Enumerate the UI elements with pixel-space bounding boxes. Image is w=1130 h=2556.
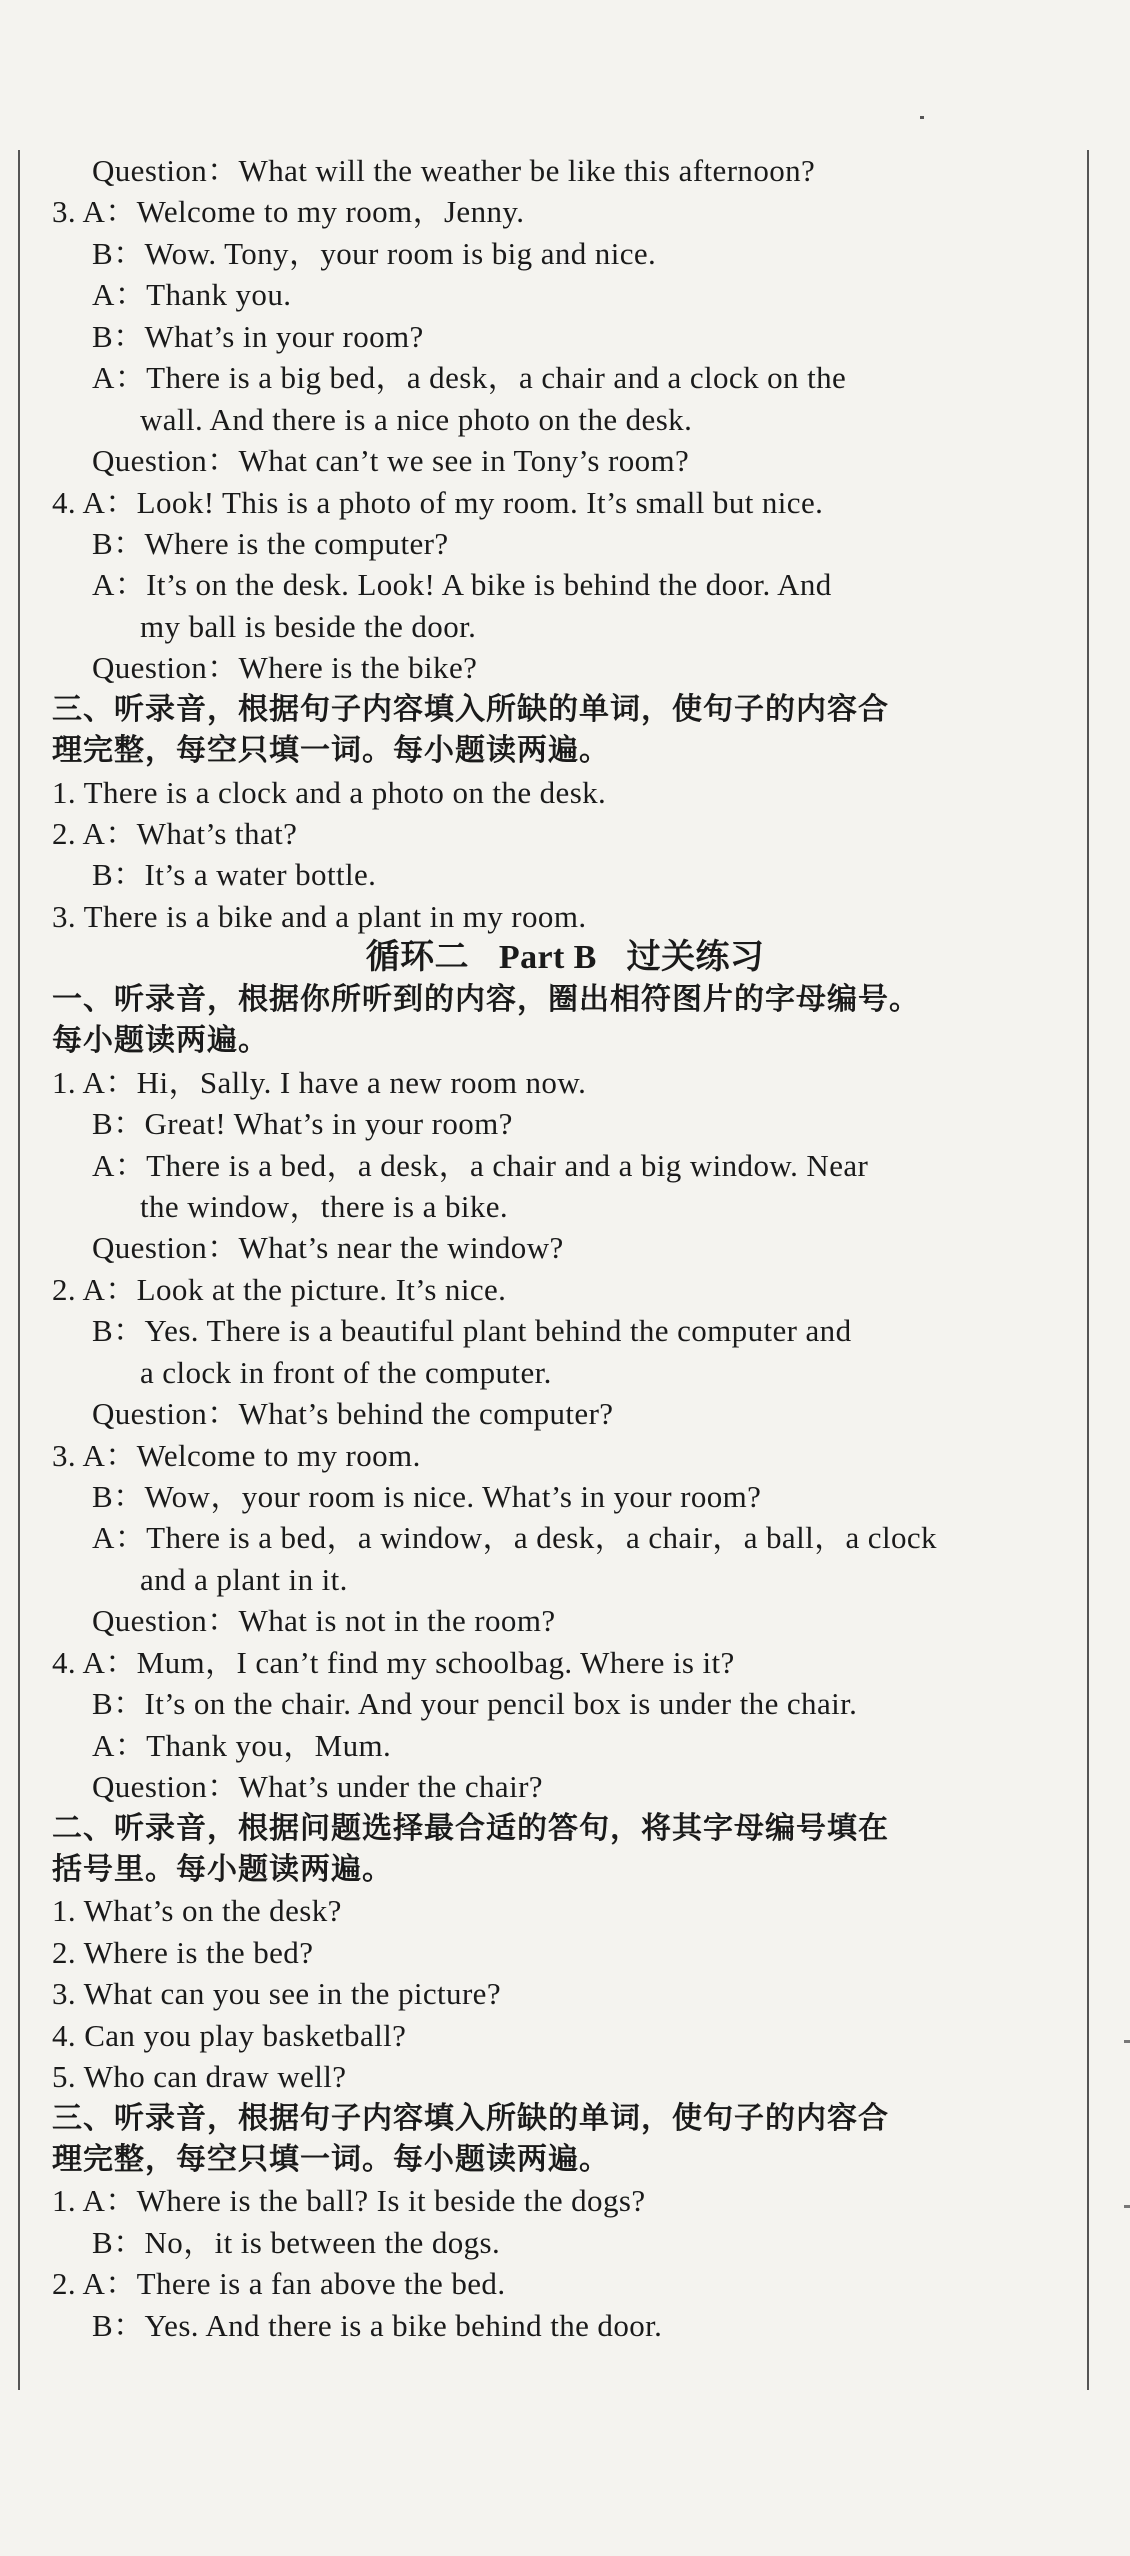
text-line: 5. Who can draw well? [52, 2059, 347, 2095]
text-line: B：Wow. Tony，your room is big and nice. [92, 235, 657, 271]
text-line: A：Thank you，Mum. [92, 1727, 392, 1763]
text-line: 1. A：Hi，Sally. I have a new room now. [52, 1064, 587, 1100]
text-line: Question：What will the weather be like this afternoon? [92, 153, 816, 188]
text-line: B：No，it is between the dogs. [92, 2224, 501, 2260]
text-line: 2. A：Look at the picture. It’s nice. [52, 1271, 507, 1307]
text-line: 1. What’s on the desk? [52, 1893, 342, 1929]
text-line: Question：What is not in the room? [92, 1603, 556, 1639]
section-part-b-transcript [0, 979, 1130, 2346]
instruction-line: 括号里。每小题读两遍。 [52, 1851, 393, 1887]
section-part-a-transcript [0, 150, 1130, 937]
instruction-line: 二、听录音，根据问题选择最合适的答句，将其字母编号填在 [52, 1810, 889, 1846]
text-line: A：There is a big bed，a desk，a chair and a clock on the [92, 360, 847, 396]
text-line: B：It’s a water bottle. [92, 857, 377, 893]
instruction-line: 理完整，每空只填一词。每小题读两遍。 [52, 2142, 610, 2177]
text-line: Question：What’s under the chair? [92, 1769, 543, 1805]
text-line: Question：What can’t we see in Tony’s room? [92, 443, 690, 479]
instruction-line: 理完整，每空只填一词。每小题读两遍。 [52, 733, 610, 769]
text-line: 3. There is a bike and a plant in my room. [52, 898, 587, 934]
text-line: 4. Can you play basketball? [52, 2017, 407, 2053]
text-line: my ball is beside the door. [140, 608, 477, 644]
instruction-line: 三、听录音，根据句子内容填入所缺的单词，使句子的内容合 [52, 2100, 889, 2136]
page-content [0, 150, 1130, 2346]
instruction-line: 每小题读两遍。 [52, 1023, 269, 1059]
text-line: the window，there is a bike. [140, 1188, 509, 1224]
text-line: 1. There is a clock and a photo on the desk. [52, 774, 607, 810]
section-title [0, 937, 1130, 978]
title-practice: 过关练习 [626, 937, 765, 978]
text-line: 4. A：Mum，I can’t find my schoolbag. Where is it? [52, 1644, 735, 1680]
text-line: 2. A：There is a fan above the bed. [52, 2266, 506, 2302]
text-line: Question：What’s behind the computer? [92, 1396, 614, 1432]
text-line: and a plant in it. [140, 1561, 348, 1597]
text-line: a clock in front of the computer. [140, 1354, 552, 1390]
instruction-line: 三、听录音，根据句子内容填入所缺的单词，使句子的内容合 [52, 691, 889, 727]
instruction-line: 一、听录音，根据你所听到的内容，圈出相符图片的字母编号。 [52, 981, 920, 1017]
text-line: 2. A：What’s that? [52, 816, 298, 851]
text-line: B：Where is the computer? [92, 525, 449, 561]
text-line: B：What’s in your room? [92, 318, 424, 354]
text-line: 3. A：Welcome to my room. [52, 1437, 421, 1473]
text-line: A：There is a bed，a desk，a chair and a big window. Near [92, 1147, 869, 1183]
text-line: A：There is a bed，a window，a desk，a chair，a ball，a clock [92, 1520, 937, 1556]
text-line: wall. And there is a nice photo on the desk. [140, 401, 693, 437]
text-line: 4. A：Look! This is a photo of my room. It’s small but nice. [52, 484, 824, 520]
text-line: B：Yes. There is a beautiful plant behind the computer and [92, 1313, 852, 1349]
text-line: B：It’s on the chair. And your pencil box is under the chair. [92, 1686, 858, 1722]
scan-dot [920, 116, 924, 119]
text-line: Question：What’s near the window? [92, 1230, 564, 1266]
text-line: A：Thank you. [92, 277, 292, 313]
text-line: 2. Where is the bed? [52, 1934, 314, 1970]
text-line: B：Wow，your room is nice. What’s in your room? [92, 1479, 762, 1514]
text-line: A：It’s on the desk. Look! A bike is behind the door. And [92, 567, 832, 603]
title-part: Part B [498, 939, 597, 977]
text-line: 1. A：Where is the ball? Is it beside the dogs? [52, 2183, 646, 2219]
text-line: 3. What can you see in the picture? [52, 1976, 501, 2012]
text-line: 3. A：Welcome to my room，Jenny. [52, 194, 525, 230]
text-line: B：Great! What’s in your room? [92, 1106, 513, 1142]
text-line: Question：Where is the bike? [92, 650, 478, 686]
text-line: B：Yes. And there is a bike behind the door. [92, 2307, 663, 2343]
title-cycle: 循环二 [365, 937, 469, 978]
